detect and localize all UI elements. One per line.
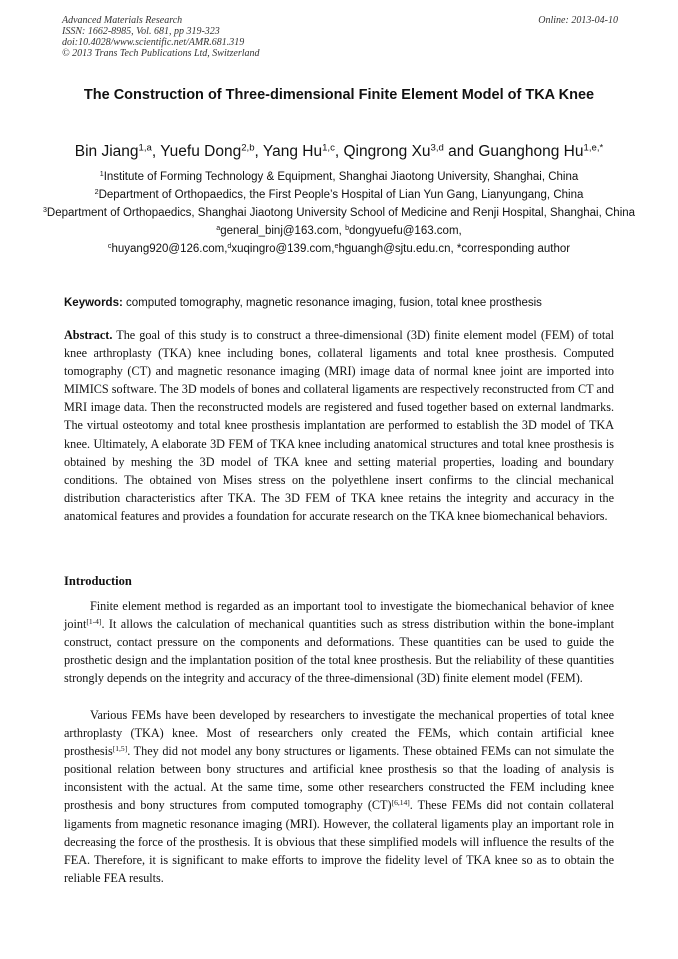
author-sup: 2,b (241, 142, 255, 154)
abstract-label: Abstract. (64, 328, 113, 342)
author-sup: 1,a (138, 142, 152, 154)
copyright-line: © 2013 Trans Tech Publications Ltd, Switzerland (62, 48, 260, 59)
affiliation-2: $^2$Department of Orthopaedics, the First People’s Hospital of Lian Yun Gang, Lianyungang, China (94, 188, 584, 201)
affiliation-3: $^3$Department of Orthopaedics, Shanghai Jiaotong University School of Medicine and Renji Hospital, Shanghai, China (42, 206, 636, 219)
email-a[interactable]: general_binj@163.com (220, 225, 339, 237)
introduction-paragraph-2: Various FEMs have been developed by researchers to investigate the mechanical properties of total knee arthroplasty (TKA) knee. Most of researchers only created the FEMs, which contain artificial knee prosthesis[1,5]. They did not model any bony structures or ligaments. These obtained FEMs can not simulate the positional relation between bony structures and artificial knee prosthesis so that the loading of analysis is inconsistent with the actual. At the same time, some other researchers constructed the FEM including knee prosthesis and bony structures from computed tomography (CT)[6,14]. These FEMs did not contain collateral ligaments from magnetic resonance imaging (MRI). However, the collateral ligaments play an important role in decreasing the force of the prosthesis. It is obvious that these simplified models will influence the results of the FEA. Therefore, it is significant to make efforts to improve the fidelity level of TKA knee so as to obtain the reliable FEA results. (64, 708, 614, 885)
author-separator: and (443, 143, 479, 160)
citation: [1,5] (112, 744, 128, 754)
author-separator: , (334, 143, 344, 160)
email-c[interactable]: huyang920@126.com (111, 243, 225, 255)
keywords-text: computed tomography, magnetic resonance imaging, fusion, total knee prosthesis (126, 297, 542, 309)
email-line-1: $^a$general_binj@163.com, $^b$dongyuefu@163.com, (216, 224, 462, 237)
author-name: Yang Hu (262, 143, 323, 160)
citation: [6,14] (391, 798, 410, 808)
author-name: Bin Jiang (74, 143, 139, 160)
introduction-paragraph-1: Finite element method is regarded as an important tool to investigate the biomechanical behavior of knee joint[1-4]. It allows the calculation of mechanical quantities such as stress distribution within the bone-implant construct, contact pressure on the components and deformations. These quantities can be used to guide the prosthetic design and the implantation position of the total knee prosthesis. But the reliability of these quantities strongly depends on the integrity and accuracy of the three-dimensional (3D) finite element model (FEM). (64, 599, 614, 686)
keywords (64, 295, 620, 311)
journal-header (62, 15, 618, 59)
paper-title: The Construction of Three-dimensional Finite Element Model of TKA Knee (83, 87, 595, 103)
author-separator: , (254, 143, 263, 160)
email-line-2: $^c$huyang920@126.com,$^d$xuqingro@139.com,$^e$hguangh@sjtu.edu.cn, *corresponding author (107, 242, 571, 255)
author-sup: 3,d (430, 142, 444, 154)
author-name: Guanghong Hu (478, 143, 584, 160)
author-sup: 1,c (322, 142, 335, 154)
email-b[interactable]: dongyuefu@163.com (349, 225, 459, 237)
abstract-text: The goal of this study is to construct a three-dimensional (3D) finite element model (FEM) of total knee arthroplasty (TKA) knee including bones, collateral ligaments and total knee prosthesis. Computed tomography (CT) and magnetic resonance imaging (MRI) image data of normal knee joint are imported into MIMICS software. The 3D models of bones and collateral ligaments are respectively reconstructed from CT and MRI image data. Then the reconstructed models are registered and fused together based on external landmarks. The virtual osteotomy and total knee prosthesis implantation are performed to establish the 3D model of TKA knee. Ultimately, A elaborate 3D FEM of TKA knee including anatomical structures and total knee prosthesis is obtained by meshing the 3D model of TKA knee and setting material properties, loading and boundary conditions. The obtained von Mises stress on the polyethlene insert confirms to the clincial mechanical distribution characteristics after TKA. The 3D FEM of TKA knee retains the integrity and accuracy in the anatomical features and provides a foundation for accurate research on the TKA knee biomechanical behaviors. (64, 328, 614, 523)
citation: [1-4] (86, 616, 102, 626)
section-heading-introduction: Introduction (64, 574, 132, 588)
author-name: Qingrong Xu (343, 143, 431, 160)
author-name: Yuefu Dong (160, 143, 242, 160)
author-sup: 1,e,* (583, 142, 604, 154)
email-e[interactable]: hguangh@sjtu.edu.cn (338, 243, 451, 255)
keywords-label: Keywords: (64, 297, 123, 309)
affiliations (40, 168, 638, 258)
author-separator: , (151, 143, 161, 160)
issn-line: ISSN: 1662-8985, Vol. 681, pp 319-323 (62, 26, 220, 37)
journal-name: Advanced Materials Research (62, 15, 183, 26)
author-list (40, 142, 638, 162)
online-date: Online: 2013-04-10 (538, 15, 618, 26)
corresponding-note: *corresponding author (456, 243, 571, 255)
doi-line: doi:10.4028/www.scientific.net/AMR.681.319 (62, 37, 245, 48)
email-d[interactable]: xuqingro@139.com (231, 243, 332, 255)
affiliation-1: $^1$Institute of Forming Technology & Equipment, Shanghai Jiaotong University, Shanghai, China (99, 170, 579, 183)
abstract (64, 326, 614, 525)
